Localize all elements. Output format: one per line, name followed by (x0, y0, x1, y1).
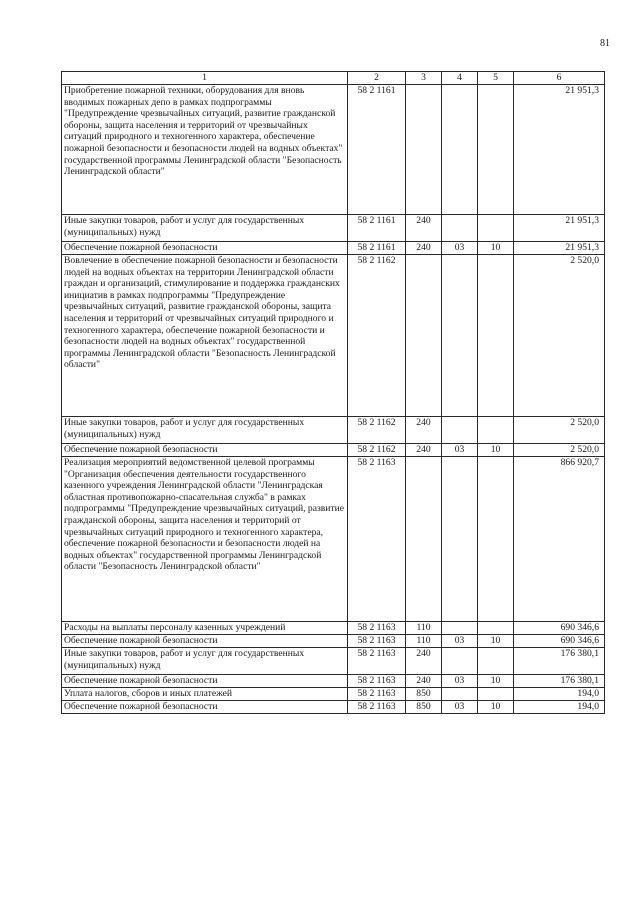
row-vr: 240 (406, 648, 442, 675)
row-name: Вовлечение в обеспечение пожарной безопасности и безопасности людей на водных объектах на территории Ленинградской области граждан и организаций, стимулирование и поддержка гражданских инициатив в рамках подпрограммы "Предупреждение чрезвычайных ситуаций, развитие гражданской обороны, защита населения и территорий от чрезвычайных ситуаций природного и техногенного характера, обеспечение пожарной безопасности и безопасности людей на водных объектах" государственной программы Ленинградской области "Безопасность Ленинградской области" (62, 255, 348, 417)
row-code: 58 2 1163 (348, 635, 406, 648)
table-row (62, 457, 605, 622)
row-sum: 21 951,3 (514, 85, 605, 215)
row-sum: 866 920,7 (514, 457, 605, 622)
row-vr (406, 85, 442, 215)
row-code: 58 2 1161 (348, 85, 406, 215)
row-code: 58 2 1162 (348, 255, 406, 417)
row-pr: 10 (478, 675, 514, 688)
row-sum: 690 346,6 (514, 622, 605, 635)
row-code: 58 2 1163 (348, 622, 406, 635)
row-code: 58 2 1161 (348, 215, 406, 242)
table-row (62, 688, 605, 701)
row-code: 58 2 1162 (348, 444, 406, 457)
table-row (62, 675, 605, 688)
row-rz (442, 457, 478, 622)
row-pr (478, 457, 514, 622)
row-code: 58 2 1162 (348, 417, 406, 444)
row-sum: 21 951,3 (514, 215, 605, 242)
row-name: Обеспечение пожарной безопасности (62, 675, 348, 688)
row-pr (478, 85, 514, 215)
row-sum: 194,0 (514, 688, 605, 701)
row-pr: 10 (478, 242, 514, 255)
row-vr: 240 (406, 675, 442, 688)
row-vr: 850 (406, 688, 442, 701)
row-rz (442, 688, 478, 701)
column-header: 2 (348, 72, 406, 85)
table-row (62, 648, 605, 675)
row-name: Обеспечение пожарной безопасности (62, 635, 348, 648)
table-row (62, 444, 605, 457)
row-pr (478, 648, 514, 675)
row-code: 58 2 1163 (348, 457, 406, 622)
row-sum: 2 520,0 (514, 255, 605, 417)
row-code: 58 2 1161 (348, 242, 406, 255)
row-name: Иные закупки товаров, работ и услуг для государственных (муниципальных) нужд (62, 648, 348, 675)
row-vr: 110 (406, 635, 442, 648)
row-code: 58 2 1163 (348, 688, 406, 701)
table-row (62, 215, 605, 242)
table-row (62, 255, 605, 417)
row-rz (442, 622, 478, 635)
row-name: Приобретение пожарной техники, оборудования для вновь вводимых пожарных депо в рамках подпрограммы "Предупреждение чрезвычайных ситуаций, развитие гражданской обороны, защита населения и территорий от чрезвычайных ситуаций природного и техногенного характера, обеспечение пожарной безопасности и безопасности людей на водных объектах" государственной программы Ленинградской области "Безопасность Ленинградской области" (62, 85, 348, 215)
row-code: 58 2 1163 (348, 648, 406, 675)
row-pr: 10 (478, 635, 514, 648)
row-rz: 03 (442, 675, 478, 688)
row-pr (478, 215, 514, 242)
row-vr: 240 (406, 215, 442, 242)
row-name: Иные закупки товаров, работ и услуг для государственных (муниципальных) нужд (62, 417, 348, 444)
row-code: 58 2 1163 (348, 675, 406, 688)
row-name: Обеспечение пожарной безопасности (62, 444, 348, 457)
row-pr (478, 688, 514, 701)
table-row (62, 85, 605, 215)
row-rz: 03 (442, 444, 478, 457)
row-name: Расходы на выплаты персоналу казенных учреждений (62, 622, 348, 635)
row-sum: 2 520,0 (514, 417, 605, 444)
row-rz: 03 (442, 701, 478, 714)
row-sum: 176 380,1 (514, 648, 605, 675)
row-name: Уплата налогов, сборов и иных платежей (62, 688, 348, 701)
row-sum: 194,0 (514, 701, 605, 714)
row-name: Иные закупки товаров, работ и услуг для государственных (муниципальных) нужд (62, 215, 348, 242)
row-sum: 690 346,6 (514, 635, 605, 648)
column-header: 6 (514, 72, 605, 85)
row-rz (442, 417, 478, 444)
row-vr: 240 (406, 444, 442, 457)
row-pr (478, 255, 514, 417)
row-name: Обеспечение пожарной безопасности (62, 242, 348, 255)
row-vr: 240 (406, 242, 442, 255)
table-row (62, 417, 605, 444)
row-rz: 03 (442, 242, 478, 255)
table-row (62, 242, 605, 255)
row-pr (478, 622, 514, 635)
column-header: 4 (442, 72, 478, 85)
row-name: Реализация мероприятий ведомственной целевой программы "Организация обеспечения деятельности государственного казенного учреждения Ленинградской области "Ленинградская областная противопожарно-спасательная служба" в рамках подпрограммы "Предупреждение чрезвычайных ситуаций, развитие гражданской обороны, защита населения и территорий от чрезвычайных ситуаций природного и техногенного характера, обеспечение пожарной безопасности и безопасности людей на водных объектах" государственной программы Ленинградской области "Безопасность Ленинградской области" (62, 457, 348, 622)
row-rz (442, 85, 478, 215)
budget-table (61, 71, 605, 714)
row-vr: 110 (406, 622, 442, 635)
row-vr: 850 (406, 701, 442, 714)
page-number: 81 (600, 38, 610, 49)
row-code: 58 2 1163 (348, 701, 406, 714)
header-row (62, 72, 605, 85)
row-rz (442, 255, 478, 417)
row-sum: 2 520,0 (514, 444, 605, 457)
row-vr (406, 457, 442, 622)
table-row (62, 635, 605, 648)
row-rz: 03 (442, 635, 478, 648)
row-pr: 10 (478, 701, 514, 714)
row-sum: 176 380,1 (514, 675, 605, 688)
column-header: 3 (406, 72, 442, 85)
row-pr: 10 (478, 444, 514, 457)
row-pr (478, 417, 514, 444)
row-rz (442, 215, 478, 242)
row-sum: 21 951,3 (514, 242, 605, 255)
row-vr: 240 (406, 417, 442, 444)
row-rz (442, 648, 478, 675)
column-header: 5 (478, 72, 514, 85)
row-name: Обеспечение пожарной безопасности (62, 701, 348, 714)
row-vr (406, 255, 442, 417)
table-row (62, 701, 605, 714)
table-row (62, 622, 605, 635)
column-header: 1 (62, 72, 348, 85)
